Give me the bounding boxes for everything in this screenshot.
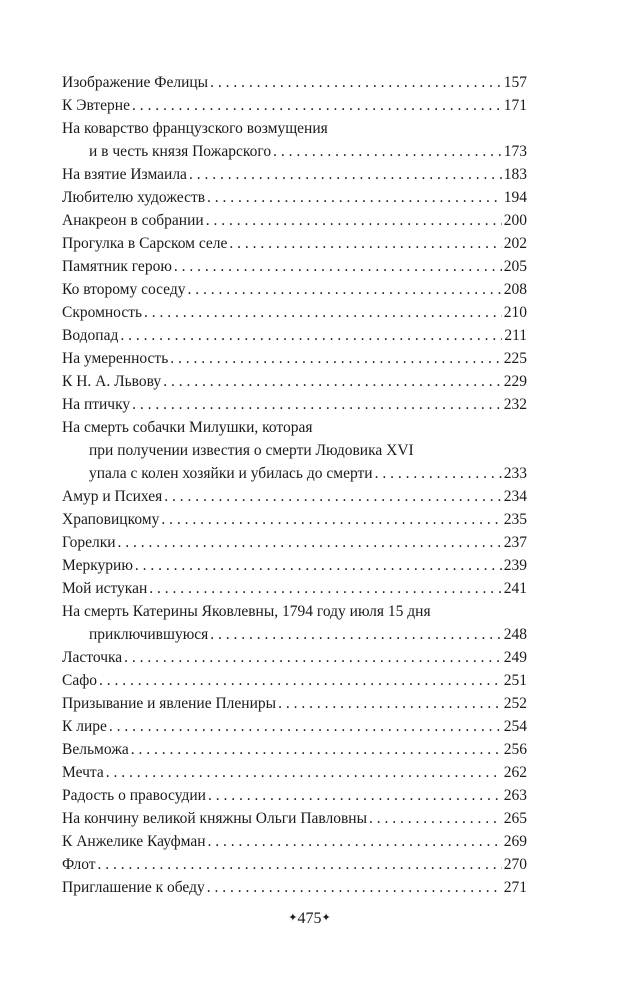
toc-entry (62, 830, 527, 853)
toc-entry-page: 157 (503, 74, 527, 91)
toc-entry-line (62, 186, 527, 209)
toc-entry (62, 416, 527, 485)
toc-entry-page: 235 (503, 511, 527, 528)
toc-entry-title: Прогулка в Сарском селе (62, 235, 228, 252)
toc-entry-title: Вельможа (62, 741, 129, 758)
toc-entry-title: На птичку (62, 396, 131, 413)
toc-entry-page: 239 (503, 557, 527, 574)
dot-leader (149, 577, 501, 600)
toc-entry-page: 271 (503, 879, 527, 896)
toc-entry-line (62, 393, 527, 416)
toc-entry-page: 205 (503, 258, 527, 275)
toc-entry-title: Амур и Психея (62, 488, 163, 505)
page-footer (0, 908, 619, 929)
toc-entry (62, 347, 527, 370)
toc-entry (62, 209, 527, 232)
table-of-contents (62, 71, 527, 899)
toc-entry-page: 232 (503, 396, 527, 413)
dot-leader (210, 623, 501, 646)
toc-entry-line (62, 163, 527, 186)
toc-entry-line (62, 301, 527, 324)
page-number: 475 (297, 910, 322, 927)
dot-leader (132, 393, 502, 416)
dot-leader (170, 347, 501, 370)
ornament-left-icon: ✦ (288, 912, 298, 924)
toc-entry (62, 738, 527, 761)
toc-entry-title: Флот (62, 856, 96, 873)
dot-leader (208, 784, 502, 807)
toc-entry-page: 183 (503, 166, 527, 183)
toc-entry-title: Водопад (62, 327, 119, 344)
toc-entry-page: 249 (503, 649, 527, 666)
toc-entry-line (62, 232, 527, 255)
dot-leader (106, 761, 502, 784)
toc-entry-page: 256 (503, 741, 527, 758)
dot-leader (278, 692, 502, 715)
toc-entry-page: 171 (503, 97, 527, 114)
toc-entry-page: 173 (503, 143, 527, 160)
toc-entry (62, 163, 527, 186)
toc-entry-title: Памятник герою (62, 258, 172, 275)
dot-leader (98, 853, 502, 876)
toc-entry (62, 715, 527, 738)
toc-entry (62, 393, 527, 416)
toc-entry-line (62, 692, 527, 715)
toc-entry-title: Радость о правосудии (62, 787, 206, 804)
toc-entry-page: 270 (503, 856, 527, 873)
dot-leader (124, 646, 502, 669)
toc-entry (62, 255, 527, 278)
toc-entry-title: Ко второму соседу (62, 281, 186, 298)
dot-leader (131, 738, 502, 761)
toc-entry (62, 324, 527, 347)
toc-entry-line (62, 784, 527, 807)
toc-entry-line (62, 278, 527, 301)
dot-leader (174, 255, 502, 278)
toc-entry (62, 853, 527, 876)
toc-entry (62, 117, 527, 163)
toc-entry-page: 234 (503, 488, 527, 505)
toc-entry (62, 485, 527, 508)
toc-entry-page: 211 (504, 327, 527, 344)
toc-entry-title: На кончину великой княжны Ольги Павловны (62, 810, 368, 827)
toc-entry-page: 265 (503, 810, 527, 827)
dot-leader (273, 140, 502, 163)
toc-entry-line (62, 531, 527, 554)
toc-entry-line (62, 209, 527, 232)
toc-entry (62, 278, 527, 301)
toc-entry-page: 263 (503, 787, 527, 804)
toc-entry (62, 807, 527, 830)
toc-entry-title: К лире (62, 718, 107, 735)
dot-leader (109, 715, 502, 738)
toc-entry (62, 669, 527, 692)
toc-entry-title: На смерть Катерины Яковлевны, 1794 году июля 15 дня (62, 603, 431, 620)
dot-leader (118, 531, 502, 554)
toc-entry-line (62, 669, 527, 692)
toc-entry-title: На умеренность (62, 350, 169, 367)
toc-entry-line (62, 416, 527, 439)
toc-entry-line (62, 117, 527, 140)
toc-entry (62, 186, 527, 209)
toc-entry-line (62, 807, 527, 830)
dot-leader (144, 301, 502, 324)
toc-entry-line (62, 600, 527, 623)
toc-entry (62, 876, 527, 899)
toc-entry-line (62, 715, 527, 738)
dot-leader (210, 71, 502, 94)
dot-leader (369, 807, 502, 830)
toc-entry-title: Призывание и явление Плениры (62, 695, 277, 712)
toc-entry (62, 301, 527, 324)
toc-entry-page: 233 (503, 465, 527, 482)
toc-entry (62, 370, 527, 393)
toc-entry-page: 210 (503, 304, 527, 321)
toc-entry-title: упала с колен хозяйки и убилась до смерти (89, 465, 373, 482)
toc-entry-page: 241 (503, 580, 527, 597)
toc-entry-page: 251 (503, 672, 527, 689)
dot-leader (375, 462, 502, 485)
toc-entry-title: Ласточка (62, 649, 123, 666)
toc-entry-line (62, 577, 527, 600)
toc-entry-line (62, 370, 527, 393)
dot-leader (206, 209, 502, 232)
toc-entry-title: Скромность (62, 304, 143, 321)
toc-entry (62, 71, 527, 94)
toc-entry-line (62, 462, 527, 485)
toc-entry-title: и в честь князя Пожарского (89, 143, 272, 160)
toc-entry-title: Мечта (62, 764, 104, 781)
toc-entry (62, 784, 527, 807)
toc-entry-line (62, 761, 527, 784)
toc-entry-line (62, 71, 527, 94)
toc-entry-title: Анакреон в собрании (62, 212, 204, 229)
toc-entry-line (62, 853, 527, 876)
toc-entry (62, 646, 527, 669)
toc-entry (62, 94, 527, 117)
toc-entry-page: 254 (503, 718, 527, 735)
dot-leader (99, 669, 502, 692)
toc-entry-line (62, 485, 527, 508)
toc-entry-title: На взятие Измаила (62, 166, 187, 183)
toc-entry-page: 262 (503, 764, 527, 781)
toc-entry (62, 554, 527, 577)
toc-entry-page: 252 (503, 695, 527, 712)
toc-entry-title: Изображение Фелицы (62, 74, 209, 91)
toc-entry-line (62, 324, 527, 347)
toc-entry-page: 225 (503, 350, 527, 367)
toc-entry-line (62, 646, 527, 669)
toc-entry-line (62, 830, 527, 853)
toc-entry-title: К Анжелике Кауфман (62, 833, 206, 850)
toc-entry (62, 692, 527, 715)
dot-leader (229, 232, 501, 255)
toc-entry-title: при получении известия о смерти Людовика XVI (89, 442, 414, 459)
ornament-right-icon: ✦ (321, 912, 331, 924)
toc-entry-line (62, 508, 527, 531)
toc-entry (62, 577, 527, 600)
toc-entry (62, 531, 527, 554)
toc-entry-page: 269 (503, 833, 527, 850)
dot-leader (120, 324, 502, 347)
toc-entry-line (62, 554, 527, 577)
toc-entry-line (62, 439, 527, 462)
toc-entry-page: 229 (503, 373, 527, 390)
toc-entry-page: 194 (503, 189, 527, 206)
toc-entry-page: 202 (503, 235, 527, 252)
toc-entry-page: 248 (503, 626, 527, 643)
toc-entry-line (62, 623, 527, 646)
toc-entry-title: Храповицкому (62, 511, 160, 528)
toc-entry-page: 237 (503, 534, 527, 551)
dot-leader (161, 508, 501, 531)
dot-leader (208, 830, 502, 853)
dot-leader (164, 485, 501, 508)
toc-entry (62, 600, 527, 646)
dot-leader (207, 876, 502, 899)
toc-entry-title: Сафо (62, 672, 98, 689)
dot-leader (207, 186, 502, 209)
dot-leader (187, 278, 501, 301)
dot-leader (135, 554, 502, 577)
toc-entry-line (62, 94, 527, 117)
toc-entry (62, 508, 527, 531)
dot-leader (132, 94, 502, 117)
toc-entry-title: Любителю художеств (62, 189, 206, 206)
toc-entry-line (62, 140, 527, 163)
toc-entry-title: приключившуюся (89, 626, 209, 643)
toc-entry-line (62, 738, 527, 761)
dot-leader (163, 370, 502, 393)
toc-entry (62, 761, 527, 784)
toc-entry-title: Мой истукан (62, 580, 148, 597)
toc-entry (62, 232, 527, 255)
toc-entry-title: К Н. А. Львову (62, 373, 162, 390)
toc-entry-title: Горелки (62, 534, 116, 551)
toc-entry-line (62, 347, 527, 370)
toc-entry-title: Меркурию (62, 557, 133, 574)
toc-entry-title: Приглашение к обеду (62, 879, 205, 896)
dot-leader (189, 163, 502, 186)
toc-entry-title: На коварство французского возмущения (62, 120, 328, 137)
toc-entry-line (62, 876, 527, 899)
toc-entry-page: 200 (503, 212, 527, 229)
toc-entry-title: На смерть собачки Милушки, которая (62, 419, 313, 436)
toc-entry-line (62, 255, 527, 278)
toc-entry-title: К Эвтерне (62, 97, 130, 114)
toc-entry-page: 208 (503, 281, 527, 298)
